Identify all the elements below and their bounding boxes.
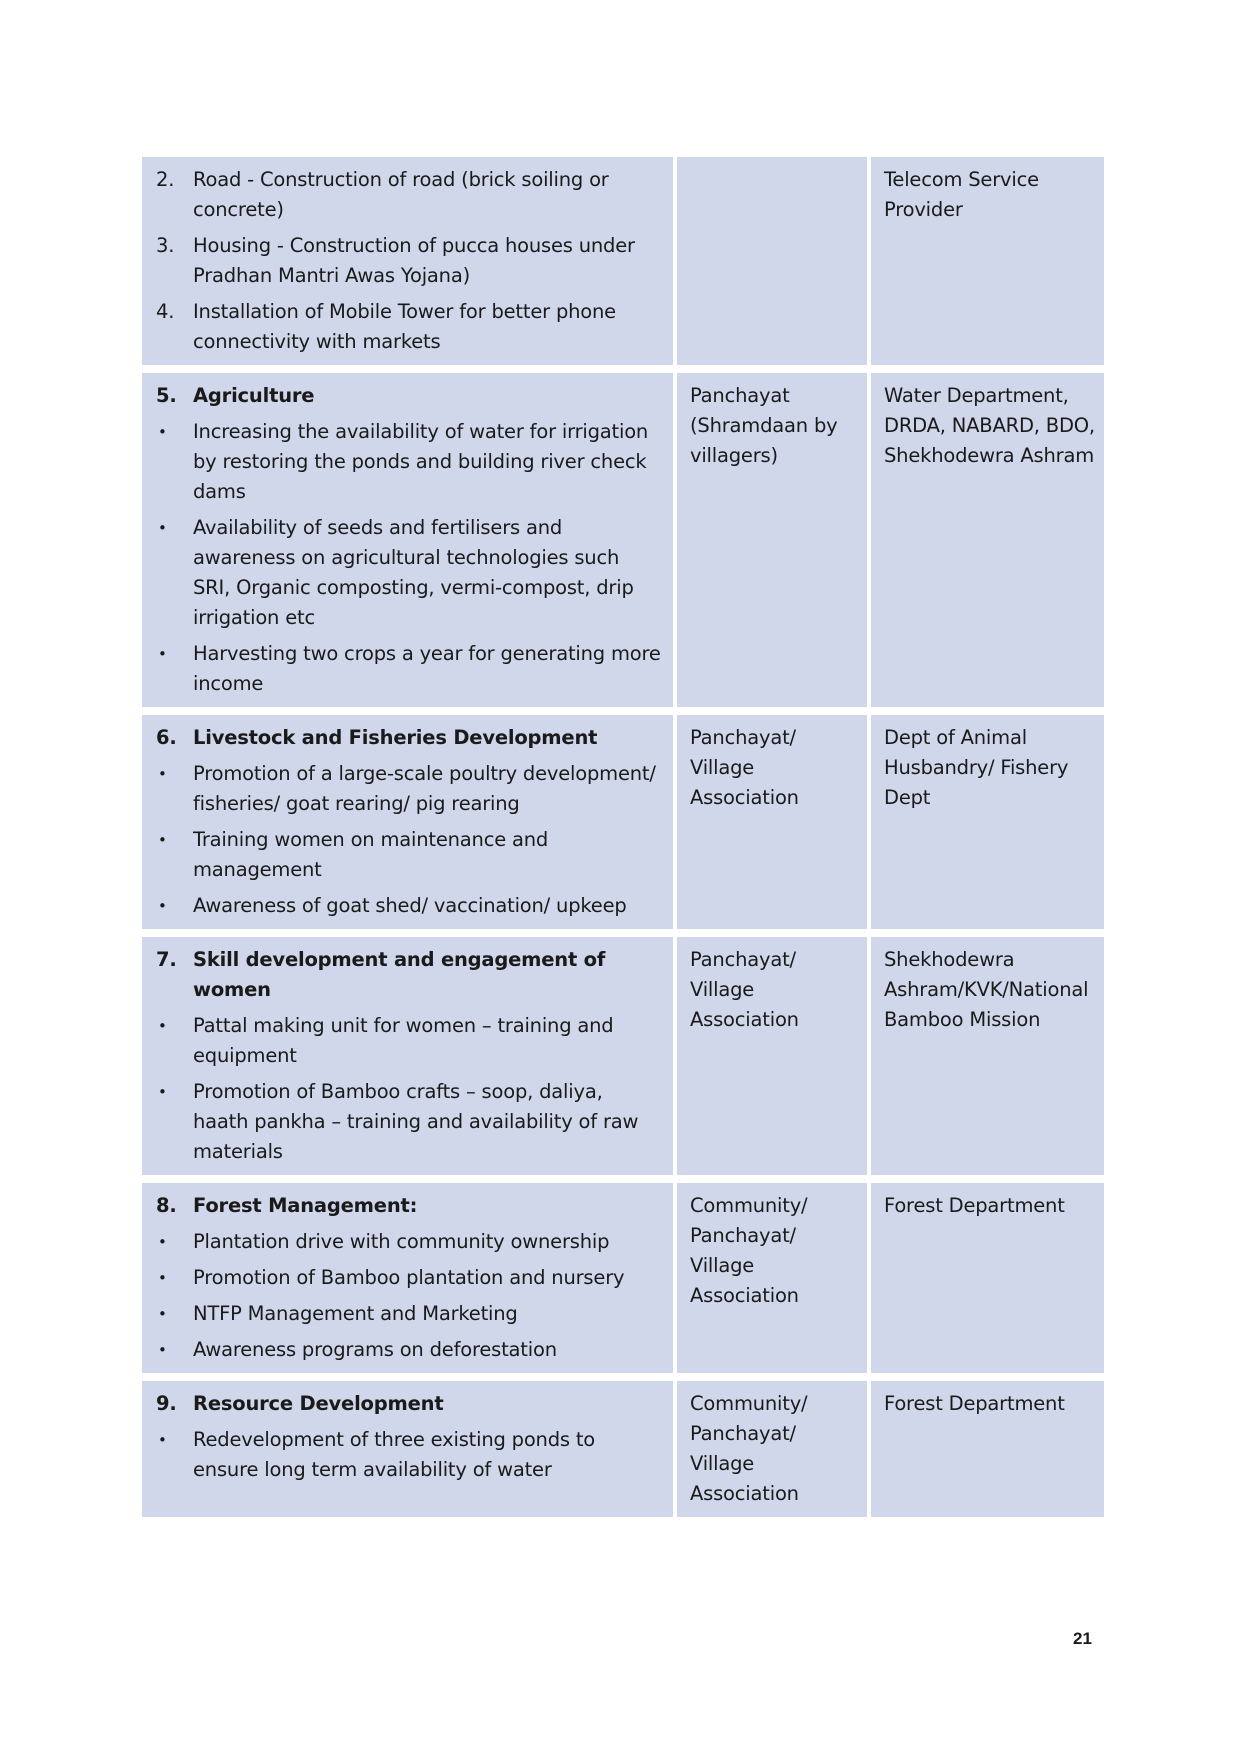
section-title: Skill development and engagement of women <box>193 948 606 1001</box>
table-row-5-support: Forest Department <box>871 1183 1104 1373</box>
bullet-icon: • <box>158 519 167 537</box>
list-item <box>156 1077 661 1167</box>
table-row-4-support: Shekhodewra Ashram/KVK/National Bamboo Mission <box>871 937 1104 1175</box>
list-item-text: Plantation drive with community ownership <box>193 1230 610 1253</box>
bullet-icon: • <box>158 1431 167 1449</box>
bullet-icon: • <box>158 1017 167 1035</box>
bullet-icon: • <box>158 1269 167 1287</box>
section-number: 5. <box>156 384 177 407</box>
table-row-2-activities <box>142 373 673 707</box>
list-item-text: Awareness programs on deforestation <box>193 1338 557 1361</box>
bullet-icon: • <box>158 765 167 783</box>
list-item <box>156 1227 661 1257</box>
bullet-icon: • <box>158 645 167 663</box>
list-item <box>156 1263 661 1293</box>
list-item-text: Awareness of goat shed/ vaccination/ upkeep <box>193 894 627 917</box>
list-item-text: Pattal making unit for women – training and equipment <box>193 1014 614 1067</box>
section-number: 6. <box>156 726 177 749</box>
section-heading <box>156 1389 661 1419</box>
list-item <box>156 759 661 819</box>
table-row-2-support: Water Department, DRDA, NABARD, BDO, Shekhodewra Ashram <box>871 373 1104 707</box>
list-item <box>156 825 661 885</box>
table-row-3-activities <box>142 715 673 929</box>
list-item-text: Increasing the availability of water for irrigation by restoring the ponds and building river check dams <box>193 420 649 503</box>
bullet-icon: • <box>158 423 167 441</box>
list-item-text: Promotion of Bamboo plantation and nursery <box>193 1266 625 1289</box>
list-item <box>156 297 661 357</box>
section-title: Livestock and Fisheries Development <box>193 726 598 749</box>
list-item-text: Promotion of a large-scale poultry development/ fisheries/ goat rearing/ pig rearing <box>193 762 656 815</box>
action-plan-table <box>142 157 1104 1517</box>
bullet-icon: • <box>158 831 167 849</box>
list-item <box>156 231 661 291</box>
list-item-text: Installation of Mobile Tower for better phone connectivity with markets <box>193 300 616 353</box>
list-item-text: NTFP Management and Marketing <box>193 1302 518 1325</box>
table-row-1-responsible <box>677 157 867 365</box>
section-number: 8. <box>156 1194 177 1217</box>
bullet-icon: • <box>158 897 167 915</box>
section-heading <box>156 945 661 1005</box>
list-item-text: Training women on maintenance and management <box>193 828 549 881</box>
section-heading <box>156 1191 661 1221</box>
bullet-icon: • <box>158 1341 167 1359</box>
list-number: 3. <box>156 234 175 257</box>
section-title: Agriculture <box>193 384 315 407</box>
section-heading <box>156 723 661 753</box>
page-number: 21 <box>1073 1629 1092 1648</box>
table-row-3-support: Dept of Animal Husbandry/ Fishery Dept <box>871 715 1104 929</box>
list-item <box>156 513 661 633</box>
table-row-4-responsible: Panchayat/ Village Association <box>677 937 867 1175</box>
list-item-text: Housing - Construction of pucca houses under Pradhan Mantri Awas Yojana) <box>193 234 635 287</box>
list-item <box>156 891 661 921</box>
table-row-6-support: Forest Department <box>871 1381 1104 1517</box>
list-item-text: Redevelopment of three existing ponds to ensure long term availability of water <box>193 1428 596 1481</box>
table-row-6-responsible: Community/ Panchayat/ Village Association <box>677 1381 867 1517</box>
list-item <box>156 639 661 699</box>
table-row-3-responsible: Panchayat/ Village Association <box>677 715 867 929</box>
list-item <box>156 165 661 225</box>
list-item-text: Promotion of Bamboo crafts – soop, daliya, haath pankha – training and availability of raw materials <box>193 1080 639 1163</box>
section-heading <box>156 381 661 411</box>
list-item <box>156 1299 661 1329</box>
section-number: 7. <box>156 948 177 971</box>
list-item <box>156 1335 661 1365</box>
table-row-1-support: Telecom Service Provider <box>871 157 1104 365</box>
table-row-4-activities <box>142 937 673 1175</box>
table-row-5-activities <box>142 1183 673 1373</box>
list-item <box>156 1425 661 1485</box>
list-number: 4. <box>156 300 175 323</box>
list-item <box>156 1011 661 1071</box>
table-row-2-responsible: Panchayat (Shramdaan by villagers) <box>677 373 867 707</box>
section-number: 9. <box>156 1392 177 1415</box>
section-title: Resource Development <box>193 1392 444 1415</box>
list-item-text: Availability of seeds and fertilisers and awareness on agricultural technologies such SRI, Organic composting, vermi-compost, drip irrigation etc <box>193 516 634 629</box>
table-row-5-responsible: Community/ Panchayat/ Village Association <box>677 1183 867 1373</box>
list-number: 2. <box>156 168 175 191</box>
bullet-icon: • <box>158 1305 167 1323</box>
list-item-text: Harvesting two crops a year for generating more income <box>193 642 661 695</box>
bullet-icon: • <box>158 1083 167 1101</box>
table-row-6-activities <box>142 1381 673 1517</box>
list-item-text: Road - Construction of road (brick soiling or concrete) <box>193 168 609 221</box>
table-row-1-activities <box>142 157 673 365</box>
list-item <box>156 417 661 507</box>
bullet-icon: • <box>158 1233 167 1251</box>
section-title: Forest Management: <box>193 1194 418 1217</box>
